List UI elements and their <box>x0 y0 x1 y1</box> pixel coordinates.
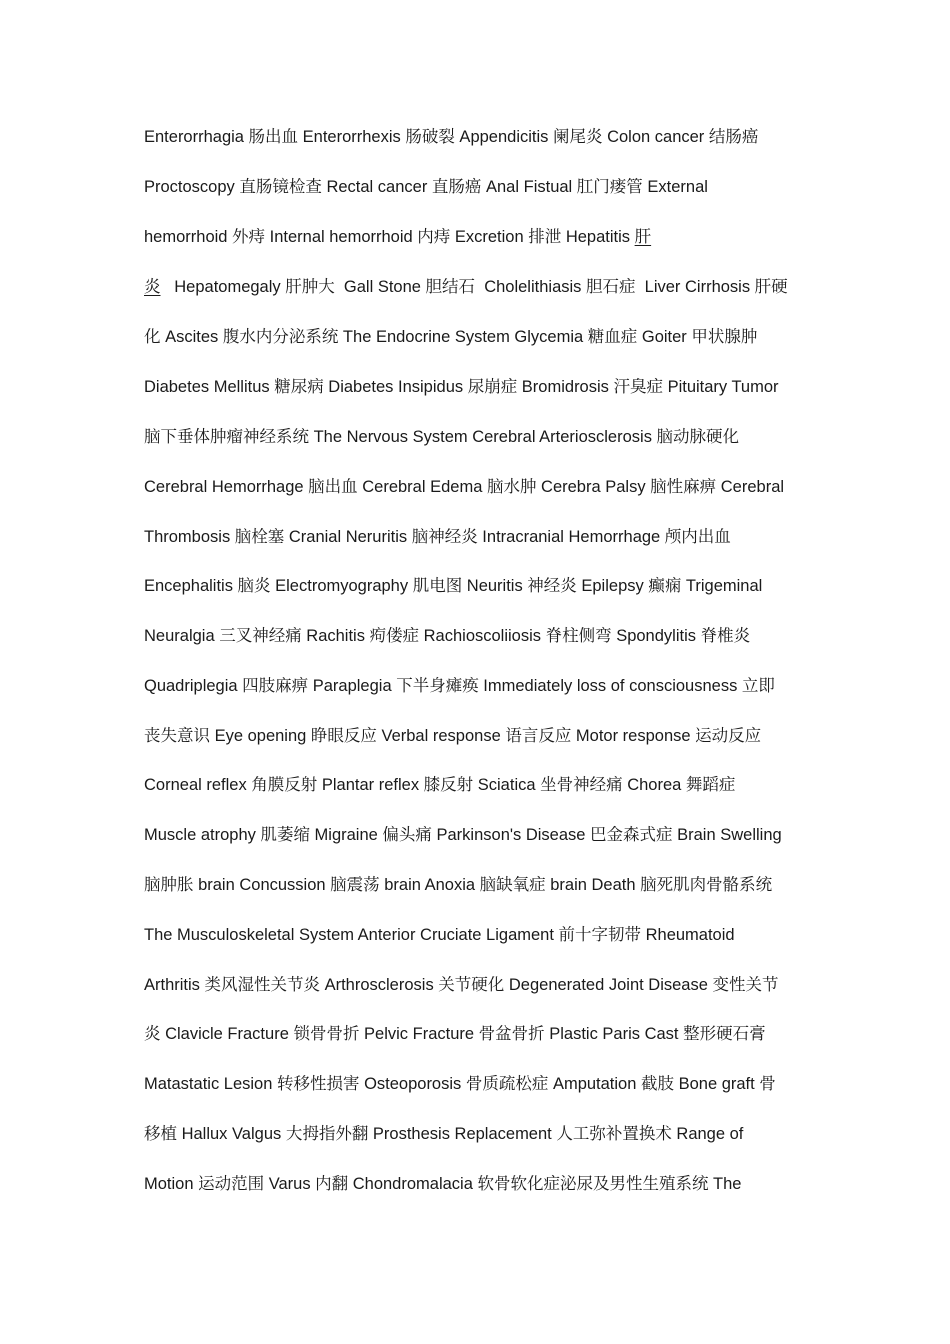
text-line: Diabetes Mellitus 糖尿病 Diabetes Insipidus 尿崩症 Bromidrosis 汗臭症 Pituitary Tumor <box>144 378 779 396</box>
underlined-text: 炎 <box>144 278 161 296</box>
text-line: Thrombosis 脑栓塞 Cranial Neruritis 脑神经炎 Intracranial Hemorrhage 颅内出血 <box>144 528 731 546</box>
text-line: Proctoscopy 直肠镜检查 Rectal cancer 直肠癌 Anal Fistual 肛门瘘管 External <box>144 178 708 196</box>
text-line: Motion 运动范围 Varus 内翻 Chondromalacia 软骨软化症泌尿及男性生殖系统 The <box>144 1175 742 1193</box>
text-line: 丧失意识 Eye opening 睁眼反应 Verbal response 语言反应 Motor response 运动反应 <box>144 727 762 745</box>
text-line: Corneal reflex 角膜反射 Plantar reflex 膝反射 Sciatica 坐骨神经痛 Chorea 舞蹈症 <box>144 776 736 794</box>
text-line: Arthritis 类风湿性关节炎 Arthrosclerosis 关节硬化 Degenerated Joint Disease 变性关节 <box>144 976 779 994</box>
text-line: Quadriplegia 四肢麻痹 Paraplegia 下半身瘫痪 Immediately loss of consciousness 立即 <box>144 677 775 695</box>
text-line: 脑肿胀 brain Concussion 脑震荡 brain Anoxia 脑缺氧症 brain Death 脑死肌肉骨骼系统 <box>144 876 773 894</box>
text-segment: Hepatomegaly 肝肿大 Gall Stone 胆结石 Cholelithiasis 胆石症 Liver Cirrhosis 肝硬 <box>160 278 788 296</box>
text-line: Encephalitis 脑炎 Electromyography 肌电图 Neuritis 神经炎 Epilepsy 癫痫 Trigeminal <box>144 577 763 595</box>
text-line: 炎 Clavicle Fracture 锁骨骨折 Pelvic Fracture 骨盆骨折 Plastic Paris Cast 整形硬石膏 <box>144 1025 766 1043</box>
text-line: 移植 Hallux Valgus 大拇指外翻 Prosthesis Replacement 人工弥补置换术 Range of <box>144 1125 744 1143</box>
text-line <box>144 227 651 247</box>
text-line <box>144 277 788 297</box>
text-line: Cerebral Hemorrhage 脑出血 Cerebral Edema 脑水肿 Cerebra Palsy 脑性麻痹 Cerebral <box>144 478 785 496</box>
text-segment: hemorrhoid 外痔 Internal hemorrhoid 内痔 Excretion 排泄 Hepatitis <box>144 228 635 246</box>
text-line: Muscle atrophy 肌萎缩 Migraine 偏头痛 Parkinson's Disease 巴金森式症 Brain Swelling <box>144 826 782 844</box>
text-line: Neuralgia 三叉神经痛 Rachitis 痀偻症 Rachioscoliiosis 脊柱侧弯 Spondylitis 脊椎炎 <box>144 627 751 645</box>
underlined-text: 肝 <box>634 228 652 246</box>
text-line: Matastatic Lesion 转移性损害 Osteoporosis 骨质疏松症 Amputation 截肢 Bone graft 骨 <box>144 1075 776 1093</box>
text-line: 化 Ascites 腹水内分泌系统 The Endocrine System Glycemia 糖血症 Goiter 甲状腺肿 <box>144 328 758 346</box>
text-line: Enterorrhagia 肠出血 Enterorrhexis 肠破裂 Appendicitis 阑尾炎 Colon cancer 结肠癌 <box>144 128 759 146</box>
text-line: 脑下垂体肿瘤神经系统 The Nervous System Cerebral Arteriosclerosis 脑动脉硬化 <box>144 428 740 446</box>
text-line: The Musculoskeletal System Anterior Cruciate Ligament 前十字韧带 Rheumatoid <box>144 926 735 944</box>
